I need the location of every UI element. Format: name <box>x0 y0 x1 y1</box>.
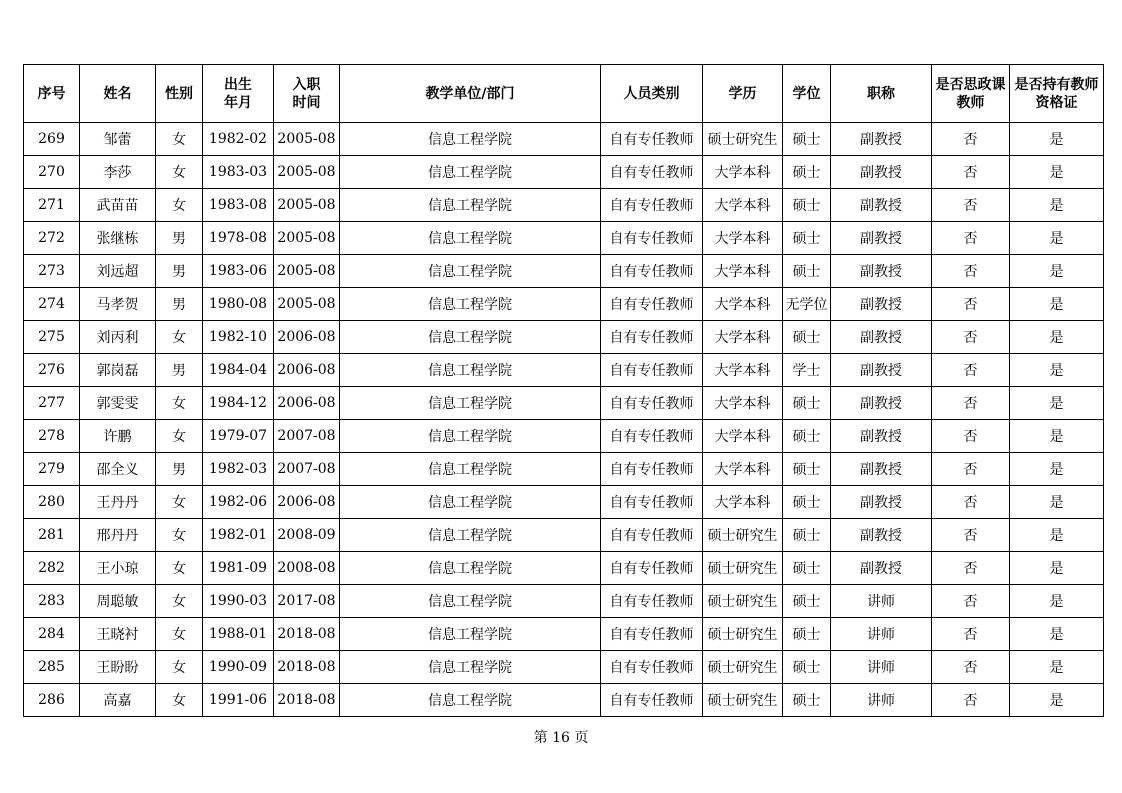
title-cell: 副教授 <box>831 354 932 387</box>
unit-cell: 信息工程学院 <box>340 354 601 387</box>
name-cell: 许鹏 <box>80 420 156 453</box>
name-cell: 王丹丹 <box>80 486 156 519</box>
degree-cell: 硕士 <box>783 651 831 684</box>
name-cell: 郭雯雯 <box>80 387 156 420</box>
table-body <box>24 123 1104 717</box>
join-date-cell: 2006-08 <box>274 321 340 354</box>
certificate-cell: 是 <box>1010 453 1104 486</box>
join-date-cell: 2008-09 <box>274 519 340 552</box>
ideology-cell: 否 <box>932 486 1010 519</box>
ideology-cell: 否 <box>932 420 1010 453</box>
degree-cell: 硕士 <box>783 585 831 618</box>
ideology-cell: 否 <box>932 651 1010 684</box>
header-birth-line2: 年月 <box>224 94 252 111</box>
table-row <box>24 354 1104 387</box>
seq-cell: 275 <box>24 321 80 354</box>
birth-cell: 1982-01 <box>203 519 274 552</box>
birth-cell: 1991-06 <box>203 684 274 717</box>
gender-cell: 女 <box>156 585 203 618</box>
header-ideology-line2: 教师 <box>956 94 985 111</box>
education-cell: 大学本科 <box>703 453 783 486</box>
join-date-cell: 2006-08 <box>274 486 340 519</box>
title-cell: 副教授 <box>831 222 932 255</box>
seq-cell: 269 <box>24 123 80 156</box>
unit-cell: 信息工程学院 <box>340 651 601 684</box>
gender-cell: 男 <box>156 453 203 486</box>
title-cell: 副教授 <box>831 420 932 453</box>
category-cell: 自有专任教师 <box>601 420 703 453</box>
join-date-cell: 2006-08 <box>274 387 340 420</box>
gender-cell: 男 <box>156 288 203 321</box>
name-cell: 王小琼 <box>80 552 156 585</box>
ideology-cell: 否 <box>932 519 1010 552</box>
certificate-cell: 是 <box>1010 354 1104 387</box>
join-date-cell: 2005-08 <box>274 255 340 288</box>
unit-cell: 信息工程学院 <box>340 552 601 585</box>
seq-cell: 281 <box>24 519 80 552</box>
degree-cell: 硕士 <box>783 321 831 354</box>
table-row <box>24 288 1104 321</box>
category-cell: 自有专任教师 <box>601 651 703 684</box>
degree-cell: 硕士 <box>783 123 831 156</box>
gender-cell: 女 <box>156 519 203 552</box>
seq-cell: 284 <box>24 618 80 651</box>
unit-cell: 信息工程学院 <box>340 453 601 486</box>
join-date-cell: 2018-08 <box>274 618 340 651</box>
gender-cell: 女 <box>156 651 203 684</box>
birth-cell: 1984-04 <box>203 354 274 387</box>
table-row <box>24 486 1104 519</box>
ideology-cell: 否 <box>932 222 1010 255</box>
birth-cell: 1983-08 <box>203 189 274 222</box>
certificate-cell: 是 <box>1010 156 1104 189</box>
education-cell: 硕士研究生 <box>703 618 783 651</box>
join-date-cell: 2008-08 <box>274 552 340 585</box>
table-row <box>24 618 1104 651</box>
title-cell: 副教授 <box>831 387 932 420</box>
header-birth <box>203 65 274 123</box>
ideology-cell: 否 <box>932 321 1010 354</box>
category-cell: 自有专任教师 <box>601 123 703 156</box>
seq-cell: 270 <box>24 156 80 189</box>
title-cell: 副教授 <box>831 552 932 585</box>
education-cell: 大学本科 <box>703 156 783 189</box>
ideology-cell: 否 <box>932 123 1010 156</box>
degree-cell: 无学位 <box>783 288 831 321</box>
birth-cell: 1984-12 <box>203 387 274 420</box>
unit-cell: 信息工程学院 <box>340 618 601 651</box>
education-cell: 大学本科 <box>703 486 783 519</box>
unit-cell: 信息工程学院 <box>340 585 601 618</box>
table-row <box>24 651 1104 684</box>
header-certificate <box>1010 65 1104 123</box>
birth-cell: 1980-08 <box>203 288 274 321</box>
seq-cell: 271 <box>24 189 80 222</box>
title-cell: 副教授 <box>831 189 932 222</box>
header-ideology-line1: 是否思政课 <box>935 76 1006 93</box>
certificate-cell: 是 <box>1010 123 1104 156</box>
faculty-table <box>23 64 1104 717</box>
gender-cell: 男 <box>156 255 203 288</box>
title-cell: 副教授 <box>831 453 932 486</box>
table-row <box>24 189 1104 222</box>
category-cell: 自有专任教师 <box>601 618 703 651</box>
gender-cell: 女 <box>156 321 203 354</box>
title-cell: 讲师 <box>831 684 932 717</box>
ideology-cell: 否 <box>932 255 1010 288</box>
header-title: 职称 <box>831 65 932 123</box>
header-certificate-line2: 资格证 <box>1035 94 1078 111</box>
title-cell: 副教授 <box>831 156 932 189</box>
certificate-cell: 是 <box>1010 519 1104 552</box>
birth-cell: 1982-03 <box>203 453 274 486</box>
title-cell: 副教授 <box>831 321 932 354</box>
ideology-cell: 否 <box>932 552 1010 585</box>
gender-cell: 女 <box>156 123 203 156</box>
table-row <box>24 420 1104 453</box>
seq-cell: 277 <box>24 387 80 420</box>
birth-cell: 1990-03 <box>203 585 274 618</box>
category-cell: 自有专任教师 <box>601 156 703 189</box>
certificate-cell: 是 <box>1010 684 1104 717</box>
education-cell: 大学本科 <box>703 222 783 255</box>
certificate-cell: 是 <box>1010 552 1104 585</box>
join-date-cell: 2005-08 <box>274 156 340 189</box>
name-cell: 郭岗磊 <box>80 354 156 387</box>
join-date-cell: 2007-08 <box>274 420 340 453</box>
ideology-cell: 否 <box>932 684 1010 717</box>
degree-cell: 硕士 <box>783 222 831 255</box>
table-row <box>24 453 1104 486</box>
header-category: 人员类别 <box>601 65 703 123</box>
category-cell: 自有专任教师 <box>601 552 703 585</box>
education-cell: 大学本科 <box>703 288 783 321</box>
category-cell: 自有专任教师 <box>601 585 703 618</box>
page-number: 第 16 页 <box>533 730 589 746</box>
degree-cell: 硕士 <box>783 189 831 222</box>
category-cell: 自有专任教师 <box>601 255 703 288</box>
table-row <box>24 519 1104 552</box>
gender-cell: 女 <box>156 552 203 585</box>
degree-cell: 学士 <box>783 354 831 387</box>
title-cell: 讲师 <box>831 585 932 618</box>
category-cell: 自有专任教师 <box>601 684 703 717</box>
seq-cell: 273 <box>24 255 80 288</box>
seq-cell: 272 <box>24 222 80 255</box>
degree-cell: 硕士 <box>783 684 831 717</box>
unit-cell: 信息工程学院 <box>340 189 601 222</box>
category-cell: 自有专任教师 <box>601 354 703 387</box>
header-degree: 学位 <box>783 65 831 123</box>
seq-cell: 285 <box>24 651 80 684</box>
degree-cell: 硕士 <box>783 156 831 189</box>
degree-cell: 硕士 <box>783 519 831 552</box>
gender-cell: 女 <box>156 420 203 453</box>
category-cell: 自有专任教师 <box>601 189 703 222</box>
table-row <box>24 552 1104 585</box>
gender-cell: 女 <box>156 189 203 222</box>
category-cell: 自有专任教师 <box>601 321 703 354</box>
join-date-cell: 2005-08 <box>274 222 340 255</box>
title-cell: 副教授 <box>831 486 932 519</box>
gender-cell: 男 <box>156 354 203 387</box>
certificate-cell: 是 <box>1010 288 1104 321</box>
unit-cell: 信息工程学院 <box>340 288 601 321</box>
unit-cell: 信息工程学院 <box>340 486 601 519</box>
category-cell: 自有专任教师 <box>601 222 703 255</box>
title-cell: 副教授 <box>831 519 932 552</box>
seq-cell: 280 <box>24 486 80 519</box>
education-cell: 硕士研究生 <box>703 519 783 552</box>
join-date-cell: 2006-08 <box>274 354 340 387</box>
ideology-cell: 否 <box>932 585 1010 618</box>
title-cell: 副教授 <box>831 255 932 288</box>
table-row <box>24 387 1104 420</box>
birth-cell: 1982-06 <box>203 486 274 519</box>
unit-cell: 信息工程学院 <box>340 156 601 189</box>
join-date-cell: 2005-08 <box>274 189 340 222</box>
education-cell: 大学本科 <box>703 255 783 288</box>
ideology-cell: 否 <box>932 189 1010 222</box>
certificate-cell: 是 <box>1010 651 1104 684</box>
certificate-cell: 是 <box>1010 255 1104 288</box>
unit-cell: 信息工程学院 <box>340 222 601 255</box>
gender-cell: 女 <box>156 387 203 420</box>
category-cell: 自有专任教师 <box>601 486 703 519</box>
unit-cell: 信息工程学院 <box>340 123 601 156</box>
gender-cell: 男 <box>156 222 203 255</box>
birth-cell: 1988-01 <box>203 618 274 651</box>
title-cell: 副教授 <box>831 123 932 156</box>
degree-cell: 硕士 <box>783 453 831 486</box>
unit-cell: 信息工程学院 <box>340 387 601 420</box>
certificate-cell: 是 <box>1010 189 1104 222</box>
education-cell: 硕士研究生 <box>703 651 783 684</box>
name-cell: 邵全义 <box>80 453 156 486</box>
name-cell: 王盼盼 <box>80 651 156 684</box>
unit-cell: 信息工程学院 <box>340 321 601 354</box>
education-cell: 硕士研究生 <box>703 123 783 156</box>
header-education: 学历 <box>703 65 783 123</box>
certificate-cell: 是 <box>1010 486 1104 519</box>
ideology-cell: 否 <box>932 387 1010 420</box>
header-join-line1: 入职 <box>292 76 321 93</box>
degree-cell: 硕士 <box>783 420 831 453</box>
unit-cell: 信息工程学院 <box>340 519 601 552</box>
seq-cell: 278 <box>24 420 80 453</box>
join-date-cell: 2017-08 <box>274 585 340 618</box>
join-date-cell: 2005-08 <box>274 123 340 156</box>
birth-cell: 1982-10 <box>203 321 274 354</box>
seq-cell: 274 <box>24 288 80 321</box>
name-cell: 高嘉 <box>80 684 156 717</box>
header-row <box>24 65 1104 123</box>
category-cell: 自有专任教师 <box>601 387 703 420</box>
education-cell: 大学本科 <box>703 387 783 420</box>
certificate-cell: 是 <box>1010 222 1104 255</box>
header-birth-line1: 出生 <box>224 76 252 93</box>
table-row <box>24 684 1104 717</box>
category-cell: 自有专任教师 <box>601 288 703 321</box>
name-cell: 王晓衬 <box>80 618 156 651</box>
header-name: 姓名 <box>80 65 156 123</box>
header-certificate-line1: 是否持有教师 <box>1014 76 1099 93</box>
degree-cell: 硕士 <box>783 486 831 519</box>
birth-cell: 1990-09 <box>203 651 274 684</box>
ideology-cell: 否 <box>932 156 1010 189</box>
certificate-cell: 是 <box>1010 420 1104 453</box>
join-date-cell: 2018-08 <box>274 651 340 684</box>
seq-cell: 283 <box>24 585 80 618</box>
unit-cell: 信息工程学院 <box>340 255 601 288</box>
education-cell: 大学本科 <box>703 321 783 354</box>
ideology-cell: 否 <box>932 453 1010 486</box>
table-row <box>24 156 1104 189</box>
birth-cell: 1979-07 <box>203 420 274 453</box>
certificate-cell: 是 <box>1010 618 1104 651</box>
education-cell: 大学本科 <box>703 189 783 222</box>
education-cell: 硕士研究生 <box>703 552 783 585</box>
name-cell: 刘丙利 <box>80 321 156 354</box>
title-cell: 讲师 <box>831 651 932 684</box>
gender-cell: 女 <box>156 156 203 189</box>
birth-cell: 1983-03 <box>203 156 274 189</box>
seq-cell: 276 <box>24 354 80 387</box>
birth-cell: 1978-08 <box>203 222 274 255</box>
degree-cell: 硕士 <box>783 387 831 420</box>
table-row <box>24 585 1104 618</box>
name-cell: 李莎 <box>80 156 156 189</box>
table-row <box>24 123 1104 156</box>
ideology-cell: 否 <box>932 288 1010 321</box>
join-date-cell: 2018-08 <box>274 684 340 717</box>
degree-cell: 硕士 <box>783 552 831 585</box>
degree-cell: 硕士 <box>783 255 831 288</box>
ideology-cell: 否 <box>932 354 1010 387</box>
certificate-cell: 是 <box>1010 321 1104 354</box>
header-seq: 序号 <box>24 65 80 123</box>
name-cell: 邹蕾 <box>80 123 156 156</box>
education-cell: 硕士研究生 <box>703 684 783 717</box>
name-cell: 张继栋 <box>80 222 156 255</box>
birth-cell: 1981-09 <box>203 552 274 585</box>
category-cell: 自有专任教师 <box>601 519 703 552</box>
birth-cell: 1982-02 <box>203 123 274 156</box>
education-cell: 硕士研究生 <box>703 585 783 618</box>
gender-cell: 女 <box>156 618 203 651</box>
header-gender: 性别 <box>156 65 203 123</box>
education-cell: 大学本科 <box>703 354 783 387</box>
join-date-cell: 2005-08 <box>274 288 340 321</box>
table-row <box>24 255 1104 288</box>
header-join-line2: 时间 <box>292 94 321 111</box>
name-cell: 马孝贺 <box>80 288 156 321</box>
degree-cell: 硕士 <box>783 618 831 651</box>
certificate-cell: 是 <box>1010 387 1104 420</box>
gender-cell: 女 <box>156 684 203 717</box>
table-row <box>24 321 1104 354</box>
title-cell: 副教授 <box>831 288 932 321</box>
gender-cell: 女 <box>156 486 203 519</box>
name-cell: 刘远超 <box>80 255 156 288</box>
ideology-cell: 否 <box>932 618 1010 651</box>
seq-cell: 286 <box>24 684 80 717</box>
unit-cell: 信息工程学院 <box>340 420 601 453</box>
name-cell: 武苗苗 <box>80 189 156 222</box>
header-join-date <box>274 65 340 123</box>
header-unit: 教学单位/部门 <box>340 65 601 123</box>
title-cell: 讲师 <box>831 618 932 651</box>
education-cell: 大学本科 <box>703 420 783 453</box>
certificate-cell: 是 <box>1010 585 1104 618</box>
seq-cell: 282 <box>24 552 80 585</box>
name-cell: 邢丹丹 <box>80 519 156 552</box>
category-cell: 自有专任教师 <box>601 453 703 486</box>
seq-cell: 279 <box>24 453 80 486</box>
join-date-cell: 2007-08 <box>274 453 340 486</box>
birth-cell: 1983-06 <box>203 255 274 288</box>
unit-cell: 信息工程学院 <box>340 684 601 717</box>
name-cell: 周聪敏 <box>80 585 156 618</box>
header-ideology-teacher <box>932 65 1010 123</box>
table-row <box>24 222 1104 255</box>
